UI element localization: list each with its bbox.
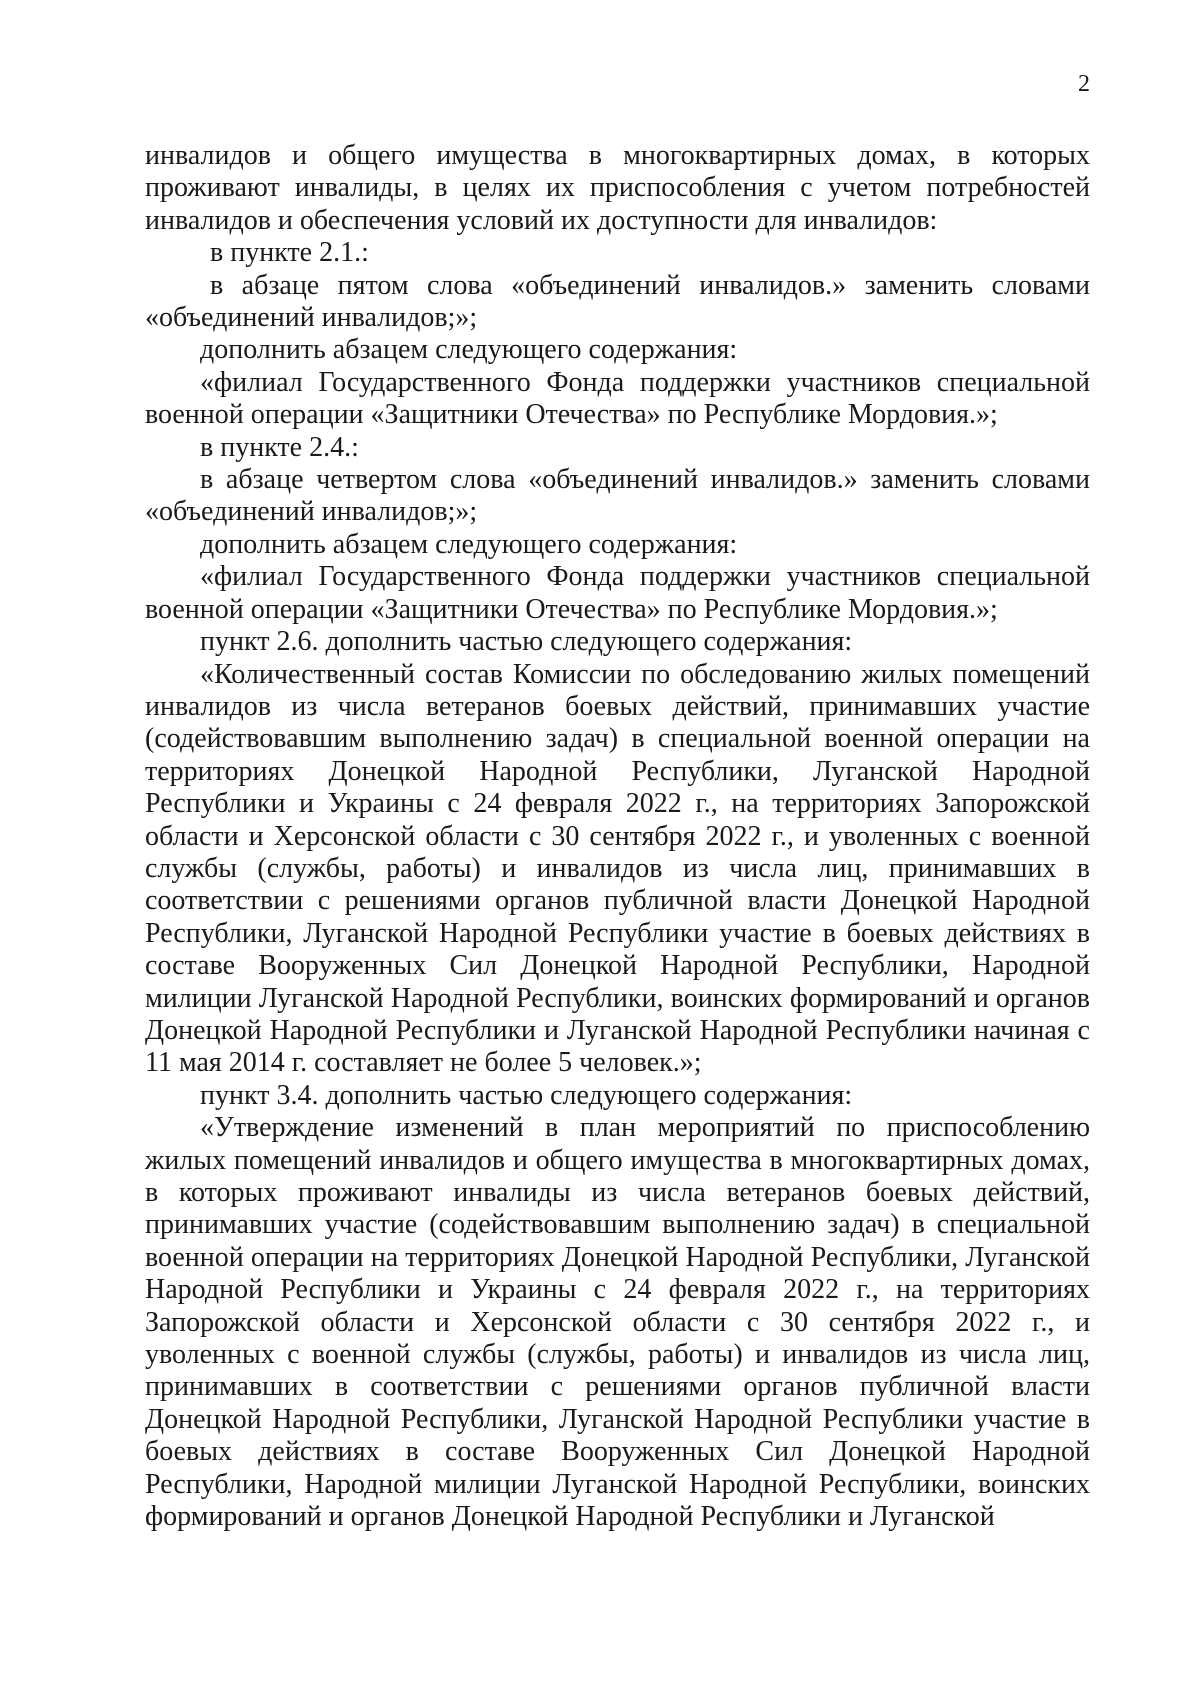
paragraph: пункт 3.4. дополнить частью следующего содержания: [200, 1079, 853, 1111]
paragraph: дополнить абзацем следующего содержания: [200, 334, 738, 366]
paragraph: в пункте 2.4.: [200, 431, 359, 463]
paragraph: пункт 2.6. дополнить частью следующего содержания: [200, 626, 853, 658]
page-number: 2 [1078, 71, 1090, 97]
paragraph: в абзаце пятом слова «объединений инвалидов.» заменить словами «объединений инвалидов;»; [145, 269, 1090, 334]
document-body [145, 140, 1090, 1533]
paragraph: инвалидов и общего имущества в многоквартирных домах, в которых проживают инвалиды, в целях их приспособления с учетом потребностей инвалидов и обеспечения условий их доступности для инвалидов: [145, 140, 1090, 236]
paragraph: в абзаце четвертом слова «объединений инвалидов.» заменить словами «объединений инвалидов;»; [145, 464, 1090, 528]
paragraph: «филиал Государственного Фонда поддержки участников специальной военной операции «Защитники Отечества» по Республике Мордовия.»; [145, 561, 1090, 625]
paragraph: дополнить абзацем следующего содержания: [200, 528, 738, 560]
paragraph: в пункте 2.1.: [210, 237, 369, 269]
paragraph: «Утверждение изменений в план мероприятий по приспособлению жилых помещений инвалидов и общего имущества в многоквартирных домах, в которых проживают инвалиды из числа ветеранов боевых действий, принимавших участие (содействовавшим выполнению задач) в специальной военной операции на территориях Донецкой Народной Республики, Луганской Народной Республики и Украины с 24 февраля 2022 г., на территориях Запорожской области и Херсонской области с 30 сентября 2022 г., и уволенных с военной службы (службы, работы) и инвалидов из числа лиц, принимавших в соответствии с решениями органов публичной власти Донецкой Народной Республики, Луганской Народной Республики участие в боевых действиях в составе Вооруженных Сил Донецкой Народной Республики, Народной милиции Луганской Народной Республики, воинских формирований и органов Донецкой Народной Республики и Луганской [145, 1112, 1090, 1533]
paragraph: «филиал Государственного Фонда поддержки участников специальной военной операции «Защитники Отечества» по Республике Мордовия.»; [145, 366, 1090, 431]
paragraph: «Количественный состав Комиссии по обследованию жилых помещений инвалидов из числа ветеранов боевых действий, принимавших участие (содействовавшим выполнению задач) в специальной военной операции на территориях Донецкой Народной Республики, Луганской Народной Республики и Украины с 24 февраля 2022 г., на территориях Запорожской области и Херсонской области с 30 сентября 2022 г., и уволенных с военной службы (службы, работы) и инвалидов из числа лиц, принимавших в соответствии с решениями органов публичной власти Донецкой Народной Республики, Луганской Народной Республики участие в боевых действиях в составе Вооруженных Сил Донецкой Народной Республики, Народной милиции Луганской Народной Республики, воинских формирований и органов Донецкой Народной Республики и Луганской Народной Республики начиная с 11 мая 2014 г. составляет не более 5 человек.»; [145, 658, 1090, 1079]
